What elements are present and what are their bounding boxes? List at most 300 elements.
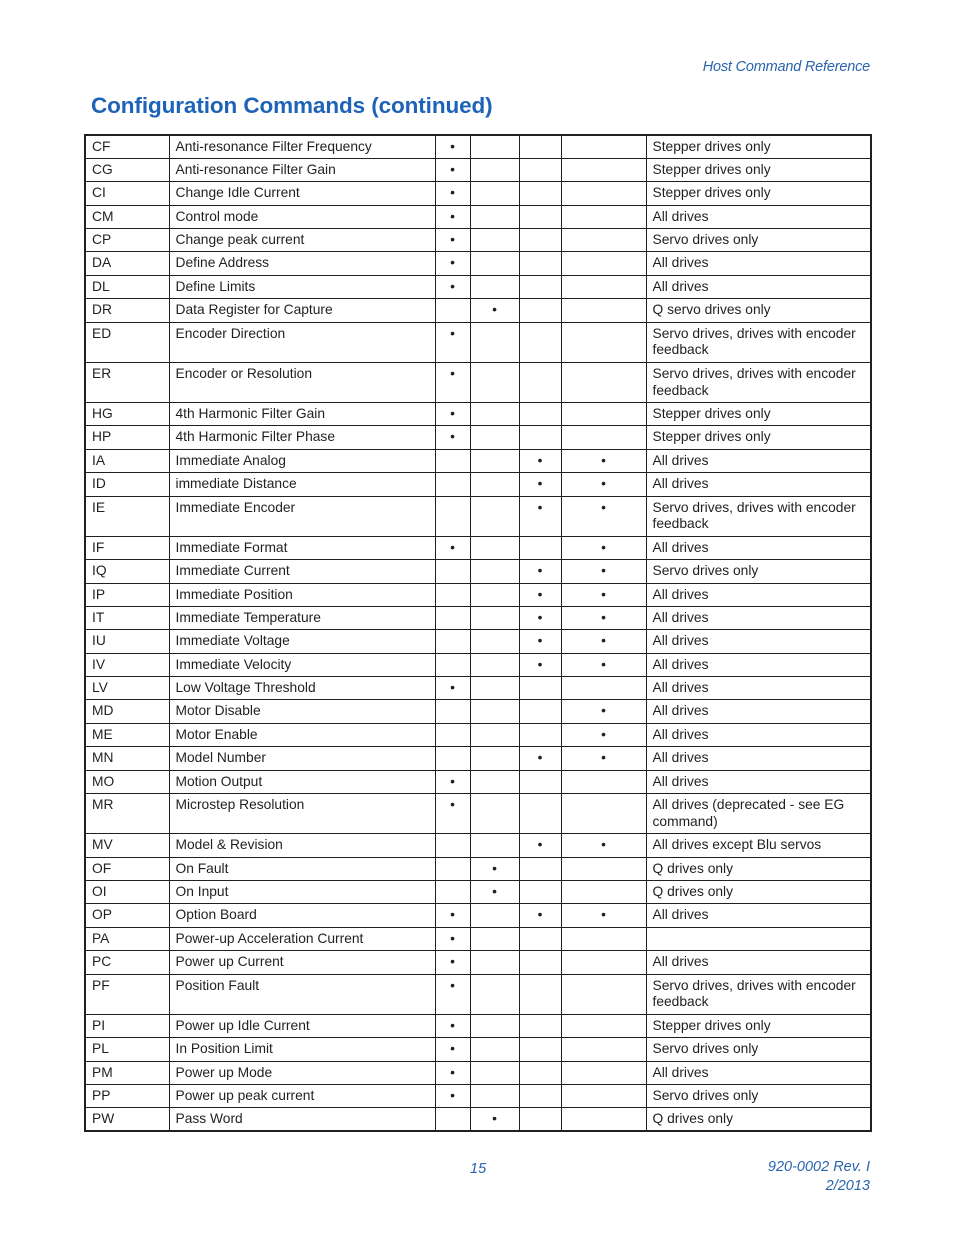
column-4-marker-cell [561, 275, 646, 298]
column-3-marker-cell [519, 536, 561, 559]
drive-notes-cell: All drives [646, 723, 871, 746]
column-1-marker-cell: • [435, 1014, 470, 1037]
column-2-marker-cell [470, 723, 519, 746]
document-info [768, 1158, 870, 1196]
command-code-cell: PF [85, 974, 169, 1014]
table-row [85, 857, 871, 880]
column-4-marker-cell [561, 974, 646, 1014]
table-row [85, 927, 871, 950]
column-2-marker-cell [470, 182, 519, 205]
command-name-cell: Low Voltage Threshold [169, 677, 435, 700]
column-4-marker-cell [561, 1084, 646, 1107]
drive-notes-cell: All drives [646, 205, 871, 228]
drive-notes-cell: Q drives only [646, 857, 871, 880]
column-2-marker-cell [470, 677, 519, 700]
command-code-cell: IE [85, 496, 169, 536]
column-4-marker-cell: • [561, 834, 646, 857]
drive-notes-cell: All drives [646, 449, 871, 472]
column-4-marker-cell: • [561, 496, 646, 536]
column-1-marker-cell [435, 834, 470, 857]
table-row [85, 1014, 871, 1037]
table-row [85, 299, 871, 322]
command-name-cell: Power up Idle Current [169, 1014, 435, 1037]
command-name-cell: Immediate Format [169, 536, 435, 559]
column-4-marker-cell: • [561, 630, 646, 653]
column-3-marker-cell [519, 205, 561, 228]
command-code-cell: HP [85, 426, 169, 449]
column-4-marker-cell [561, 677, 646, 700]
column-4-marker-cell [561, 229, 646, 252]
column-1-marker-cell [435, 857, 470, 880]
column-2-marker-cell [470, 449, 519, 472]
drive-notes-cell: Q drives only [646, 1108, 871, 1131]
command-code-cell: CP [85, 229, 169, 252]
table-row [85, 205, 871, 228]
drive-notes-cell: All drives [646, 951, 871, 974]
document-date: 2/2013 [825, 1178, 870, 1194]
command-name-cell: Change Idle Current [169, 182, 435, 205]
command-name-cell: In Position Limit [169, 1038, 435, 1061]
column-3-marker-cell [519, 182, 561, 205]
column-3-marker-cell [519, 1084, 561, 1107]
table-row [85, 700, 871, 723]
table-row [85, 158, 871, 181]
drive-notes-cell: Stepper drives only [646, 403, 871, 426]
column-3-marker-cell: • [519, 630, 561, 653]
column-1-marker-cell [435, 700, 470, 723]
command-code-cell: ID [85, 473, 169, 496]
command-code-cell: PI [85, 1014, 169, 1037]
column-4-marker-cell [561, 927, 646, 950]
command-name-cell: Encoder or Resolution [169, 362, 435, 402]
drive-notes-cell: All drives (deprecated - see EG command) [646, 794, 871, 834]
column-2-marker-cell [470, 536, 519, 559]
drive-notes-cell: All drives except Blu servos [646, 834, 871, 857]
column-1-marker-cell [435, 723, 470, 746]
column-2-marker-cell [470, 951, 519, 974]
table-row [85, 606, 871, 629]
column-1-marker-cell [435, 560, 470, 583]
table-row [85, 630, 871, 653]
drive-notes-cell: All drives [646, 747, 871, 770]
command-code-cell: MD [85, 700, 169, 723]
column-3-marker-cell [519, 723, 561, 746]
column-2-marker-cell: • [470, 881, 519, 904]
column-2-marker-cell [470, 700, 519, 723]
column-1-marker-cell [435, 473, 470, 496]
drive-notes-cell: Stepper drives only [646, 426, 871, 449]
column-4-marker-cell [561, 205, 646, 228]
command-name-cell: Immediate Velocity [169, 653, 435, 676]
column-3-marker-cell: • [519, 496, 561, 536]
table-row [85, 583, 871, 606]
column-1-marker-cell: • [435, 229, 470, 252]
column-3-marker-cell [519, 1038, 561, 1061]
drive-notes-cell: All drives [646, 583, 871, 606]
drive-notes-cell: All drives [646, 653, 871, 676]
command-name-cell: immediate Distance [169, 473, 435, 496]
column-1-marker-cell [435, 630, 470, 653]
column-2-marker-cell [470, 158, 519, 181]
column-3-marker-cell: • [519, 834, 561, 857]
document-number: 920-0002 Rev. I [767, 1159, 870, 1175]
command-name-cell: Motor Enable [169, 723, 435, 746]
drive-notes-cell: Servo drives, drives with encoder feedback [646, 322, 871, 362]
drive-notes-cell: Q servo drives only [646, 299, 871, 322]
column-3-marker-cell: • [519, 747, 561, 770]
drive-notes-cell: All drives [646, 770, 871, 793]
column-2-marker-cell [470, 904, 519, 927]
column-3-marker-cell [519, 362, 561, 402]
command-name-cell: Power up peak current [169, 1084, 435, 1107]
command-name-cell: Position Fault [169, 974, 435, 1014]
column-3-marker-cell [519, 881, 561, 904]
column-2-marker-cell [470, 560, 519, 583]
command-name-cell: Immediate Current [169, 560, 435, 583]
drive-notes-cell: Servo drives, drives with encoder feedback [646, 974, 871, 1014]
table-row [85, 974, 871, 1014]
column-1-marker-cell [435, 606, 470, 629]
table-row [85, 770, 871, 793]
column-1-marker-cell: • [435, 275, 470, 298]
command-code-cell: IQ [85, 560, 169, 583]
column-2-marker-cell [470, 135, 519, 158]
table-body [85, 135, 871, 1131]
table-row [85, 362, 871, 402]
column-4-marker-cell: • [561, 449, 646, 472]
column-4-marker-cell: • [561, 606, 646, 629]
table-row [85, 449, 871, 472]
command-code-cell: LV [85, 677, 169, 700]
drive-notes-cell: All drives [646, 1061, 871, 1084]
command-name-cell: Model Number [169, 747, 435, 770]
configuration-commands-table [84, 134, 872, 1132]
column-2-marker-cell [470, 834, 519, 857]
column-4-marker-cell [561, 857, 646, 880]
command-code-cell: MO [85, 770, 169, 793]
column-1-marker-cell: • [435, 794, 470, 834]
column-2-marker-cell [470, 426, 519, 449]
column-2-marker-cell [470, 927, 519, 950]
column-1-marker-cell [435, 449, 470, 472]
command-code-cell: PM [85, 1061, 169, 1084]
column-2-marker-cell [470, 496, 519, 536]
command-code-cell: CG [85, 158, 169, 181]
command-name-cell: Encoder Direction [169, 322, 435, 362]
column-3-marker-cell [519, 857, 561, 880]
column-4-marker-cell: • [561, 473, 646, 496]
column-3-marker-cell [519, 322, 561, 362]
column-2-marker-cell: • [470, 299, 519, 322]
column-3-marker-cell: • [519, 583, 561, 606]
column-4-marker-cell: • [561, 700, 646, 723]
column-1-marker-cell: • [435, 951, 470, 974]
command-code-cell: IT [85, 606, 169, 629]
command-code-cell: IA [85, 449, 169, 472]
command-name-cell: Power up Mode [169, 1061, 435, 1084]
command-code-cell: PA [85, 927, 169, 950]
column-2-marker-cell [470, 1014, 519, 1037]
column-1-marker-cell: • [435, 135, 470, 158]
column-3-marker-cell: • [519, 653, 561, 676]
column-2-marker-cell [470, 653, 519, 676]
command-code-cell: CI [85, 182, 169, 205]
drive-notes-cell: Servo drives only [646, 560, 871, 583]
command-name-cell: Data Register for Capture [169, 299, 435, 322]
column-3-marker-cell [519, 794, 561, 834]
column-1-marker-cell [435, 653, 470, 676]
table-row [85, 723, 871, 746]
drive-notes-cell: All drives [646, 473, 871, 496]
command-name-cell: 4th Harmonic Filter Gain [169, 403, 435, 426]
column-4-marker-cell [561, 770, 646, 793]
column-4-marker-cell: • [561, 536, 646, 559]
column-3-marker-cell: • [519, 904, 561, 927]
column-2-marker-cell [470, 322, 519, 362]
column-1-marker-cell: • [435, 974, 470, 1014]
column-4-marker-cell: • [561, 747, 646, 770]
column-1-marker-cell [435, 1108, 470, 1131]
command-name-cell: Immediate Temperature [169, 606, 435, 629]
column-3-marker-cell [519, 229, 561, 252]
column-2-marker-cell [470, 974, 519, 1014]
table-row [85, 1038, 871, 1061]
command-name-cell: Option Board [169, 904, 435, 927]
column-3-marker-cell: • [519, 473, 561, 496]
column-2-marker-cell [470, 1038, 519, 1061]
column-1-marker-cell: • [435, 904, 470, 927]
command-code-cell: CF [85, 135, 169, 158]
column-3-marker-cell: • [519, 560, 561, 583]
drive-notes-cell: Servo drives, drives with encoder feedback [646, 496, 871, 536]
column-2-marker-cell [470, 630, 519, 653]
command-name-cell: 4th Harmonic Filter Phase [169, 426, 435, 449]
column-3-marker-cell [519, 927, 561, 950]
drive-notes-cell: Stepper drives only [646, 158, 871, 181]
table-row [85, 496, 871, 536]
command-code-cell: IV [85, 653, 169, 676]
command-code-cell: MR [85, 794, 169, 834]
column-1-marker-cell: • [435, 1038, 470, 1061]
column-3-marker-cell [519, 1108, 561, 1131]
column-2-marker-cell [470, 275, 519, 298]
column-2-marker-cell [470, 473, 519, 496]
table-row [85, 135, 871, 158]
column-4-marker-cell [561, 426, 646, 449]
command-name-cell: Define Address [169, 252, 435, 275]
column-2-marker-cell [470, 403, 519, 426]
command-code-cell: ER [85, 362, 169, 402]
command-code-cell: PL [85, 1038, 169, 1061]
command-code-cell: MN [85, 747, 169, 770]
command-name-cell: Anti-resonance Filter Gain [169, 158, 435, 181]
table-row [85, 1084, 871, 1107]
column-4-marker-cell [561, 881, 646, 904]
table-row [85, 426, 871, 449]
column-2-marker-cell [470, 205, 519, 228]
column-3-marker-cell [519, 252, 561, 275]
drive-notes-cell: All drives [646, 536, 871, 559]
table-row [85, 275, 871, 298]
command-name-cell: Pass Word [169, 1108, 435, 1131]
column-4-marker-cell: • [561, 723, 646, 746]
command-code-cell: IU [85, 630, 169, 653]
drive-notes-cell: All drives [646, 275, 871, 298]
column-3-marker-cell [519, 135, 561, 158]
drive-notes-cell: All drives [646, 677, 871, 700]
column-3-marker-cell [519, 700, 561, 723]
column-4-marker-cell [561, 135, 646, 158]
column-2-marker-cell [470, 252, 519, 275]
column-2-marker-cell [470, 583, 519, 606]
command-name-cell: Define Limits [169, 275, 435, 298]
column-4-marker-cell [561, 1038, 646, 1061]
command-name-cell: Change peak current [169, 229, 435, 252]
column-3-marker-cell [519, 1061, 561, 1084]
column-4-marker-cell: • [561, 560, 646, 583]
drive-notes-cell [646, 927, 871, 950]
column-1-marker-cell [435, 583, 470, 606]
drive-notes-cell: All drives [646, 606, 871, 629]
column-1-marker-cell: • [435, 205, 470, 228]
column-4-marker-cell [561, 322, 646, 362]
command-code-cell: OI [85, 881, 169, 904]
command-code-cell: PC [85, 951, 169, 974]
table-row [85, 794, 871, 834]
drive-notes-cell: Servo drives only [646, 1038, 871, 1061]
column-4-marker-cell [561, 794, 646, 834]
drive-notes-cell: Stepper drives only [646, 182, 871, 205]
drive-notes-cell: Servo drives only [646, 229, 871, 252]
column-1-marker-cell: • [435, 1084, 470, 1107]
page-number: 15 [470, 1161, 487, 1177]
command-name-cell: Anti-resonance Filter Frequency [169, 135, 435, 158]
column-2-marker-cell [470, 229, 519, 252]
command-code-cell: IP [85, 583, 169, 606]
column-1-marker-cell: • [435, 403, 470, 426]
column-4-marker-cell [561, 362, 646, 402]
column-3-marker-cell [519, 275, 561, 298]
command-code-cell: DA [85, 252, 169, 275]
table-row [85, 560, 871, 583]
column-2-marker-cell [470, 747, 519, 770]
column-2-marker-cell: • [470, 1108, 519, 1131]
drive-notes-cell: Servo drives, drives with encoder feedback [646, 362, 871, 402]
command-code-cell: DR [85, 299, 169, 322]
column-4-marker-cell [561, 1061, 646, 1084]
column-2-marker-cell: • [470, 857, 519, 880]
command-name-cell: On Input [169, 881, 435, 904]
drive-notes-cell: All drives [646, 630, 871, 653]
column-1-marker-cell: • [435, 158, 470, 181]
drive-notes-cell: All drives [646, 904, 871, 927]
command-name-cell: Control mode [169, 205, 435, 228]
column-3-marker-cell [519, 299, 561, 322]
command-code-cell: MV [85, 834, 169, 857]
column-1-marker-cell: • [435, 362, 470, 402]
command-code-cell: PW [85, 1108, 169, 1131]
command-name-cell: Power up Current [169, 951, 435, 974]
command-code-cell: PP [85, 1084, 169, 1107]
column-1-marker-cell [435, 299, 470, 322]
column-3-marker-cell [519, 951, 561, 974]
column-2-marker-cell [470, 794, 519, 834]
column-4-marker-cell: • [561, 904, 646, 927]
column-4-marker-cell [561, 158, 646, 181]
column-1-marker-cell: • [435, 1061, 470, 1084]
column-1-marker-cell: • [435, 677, 470, 700]
column-4-marker-cell [561, 182, 646, 205]
column-3-marker-cell: • [519, 449, 561, 472]
command-name-cell: Power-up Acceleration Current [169, 927, 435, 950]
command-name-cell: Immediate Position [169, 583, 435, 606]
column-3-marker-cell: • [519, 606, 561, 629]
table-row [85, 677, 871, 700]
command-code-cell: HG [85, 403, 169, 426]
column-4-marker-cell [561, 403, 646, 426]
table-row [85, 653, 871, 676]
page-title: Configuration Commands (continued) [91, 93, 493, 118]
command-name-cell: Motion Output [169, 770, 435, 793]
table-row [85, 182, 871, 205]
running-header: Host Command Reference [702, 59, 870, 75]
table-row [85, 229, 871, 252]
table-row [85, 536, 871, 559]
column-1-marker-cell: • [435, 536, 470, 559]
drive-notes-cell: Stepper drives only [646, 1014, 871, 1037]
column-3-marker-cell [519, 770, 561, 793]
column-4-marker-cell [561, 299, 646, 322]
command-name-cell: On Fault [169, 857, 435, 880]
column-1-marker-cell: • [435, 322, 470, 362]
column-3-marker-cell [519, 158, 561, 181]
table-row [85, 834, 871, 857]
drive-notes-cell: All drives [646, 700, 871, 723]
table-row [85, 403, 871, 426]
command-name-cell: Microstep Resolution [169, 794, 435, 834]
column-4-marker-cell [561, 1108, 646, 1131]
column-3-marker-cell [519, 677, 561, 700]
table-row [85, 951, 871, 974]
column-1-marker-cell [435, 881, 470, 904]
column-3-marker-cell [519, 1014, 561, 1037]
column-3-marker-cell [519, 974, 561, 1014]
drive-notes-cell: Q drives only [646, 881, 871, 904]
column-1-marker-cell [435, 496, 470, 536]
column-3-marker-cell [519, 403, 561, 426]
command-code-cell: CM [85, 205, 169, 228]
column-4-marker-cell: • [561, 653, 646, 676]
command-name-cell: Immediate Encoder [169, 496, 435, 536]
column-2-marker-cell [470, 1084, 519, 1107]
column-4-marker-cell [561, 252, 646, 275]
drive-notes-cell: All drives [646, 252, 871, 275]
table-row [85, 747, 871, 770]
column-2-marker-cell [470, 1061, 519, 1084]
column-1-marker-cell [435, 747, 470, 770]
column-2-marker-cell [470, 606, 519, 629]
column-1-marker-cell: • [435, 770, 470, 793]
table-row [85, 1108, 871, 1131]
table-row [85, 322, 871, 362]
column-4-marker-cell: • [561, 583, 646, 606]
command-code-cell: DL [85, 275, 169, 298]
column-2-marker-cell [470, 362, 519, 402]
column-1-marker-cell: • [435, 182, 470, 205]
drive-notes-cell: Servo drives only [646, 1084, 871, 1107]
column-4-marker-cell [561, 1014, 646, 1037]
column-1-marker-cell: • [435, 426, 470, 449]
